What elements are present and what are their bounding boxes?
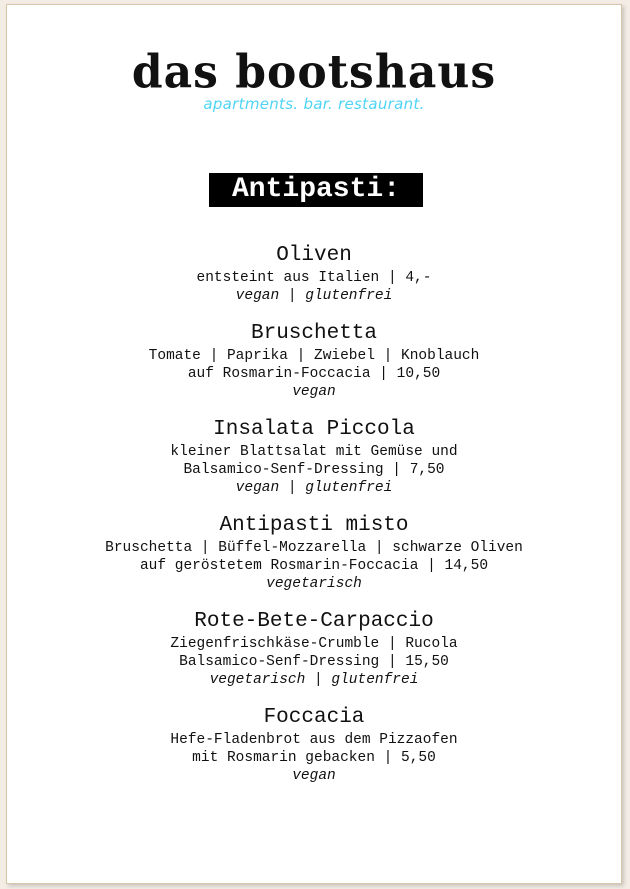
menu-item: [7, 417, 621, 497]
menu-item: [7, 705, 621, 785]
item-tags: vegetarisch: [266, 576, 362, 592]
item-description: Bruschetta | Büffel-Mozzarella | schwarze Oliven: [105, 540, 523, 556]
item-name: Insalata Piccola: [213, 418, 415, 441]
item-name: Antipasti misto: [219, 514, 409, 537]
item-tags: vegan: [292, 768, 336, 784]
item-description: kleiner Blattsalat mit Gemüse und: [170, 444, 458, 460]
item-description: Tomate | Paprika | Zwiebel | Knoblauch: [148, 348, 480, 364]
item-description: Balsamico-Senf-Dressing | 15,50: [179, 654, 449, 670]
item-description: Hefe-Fladenbrot aus dem Pizzaofen: [170, 732, 458, 748]
logo: [7, 45, 621, 113]
item-tags: vegan: [292, 384, 336, 400]
section-title: Antipasti:: [209, 173, 423, 207]
item-description: entsteint aus Italien | 4,-: [196, 270, 432, 286]
menu-item: [7, 513, 621, 593]
item-description: auf geröstetem Rosmarin-Foccacia | 14,50: [139, 558, 489, 574]
item-name: Foccacia: [263, 706, 365, 729]
item-description: mit Rosmarin gebacken | 5,50: [192, 750, 436, 766]
brand-name: das bootshaus: [131, 45, 497, 100]
item-description: Ziegenfrischkäse-Crumble | Rucola: [170, 636, 458, 652]
menu-item: [7, 609, 621, 689]
item-description: auf Rosmarin-Foccacia | 10,50: [187, 366, 441, 382]
menu-item: [7, 243, 621, 305]
menu-list: [7, 243, 621, 801]
item-tags: vegan | glutenfrei: [235, 480, 393, 496]
item-tags: vegan | glutenfrei: [235, 288, 393, 304]
brand-tagline: apartments. bar. restaurant.: [203, 95, 425, 113]
item-name: Bruschetta: [250, 322, 378, 345]
item-name: Oliven: [276, 244, 352, 267]
menu-page: [6, 4, 622, 884]
item-description: Balsamico-Senf-Dressing | 7,50: [183, 462, 445, 478]
menu-item: [7, 321, 621, 401]
item-name: Rote-Bete-Carpaccio: [194, 610, 434, 633]
item-tags: vegetarisch | glutenfrei: [209, 672, 419, 688]
